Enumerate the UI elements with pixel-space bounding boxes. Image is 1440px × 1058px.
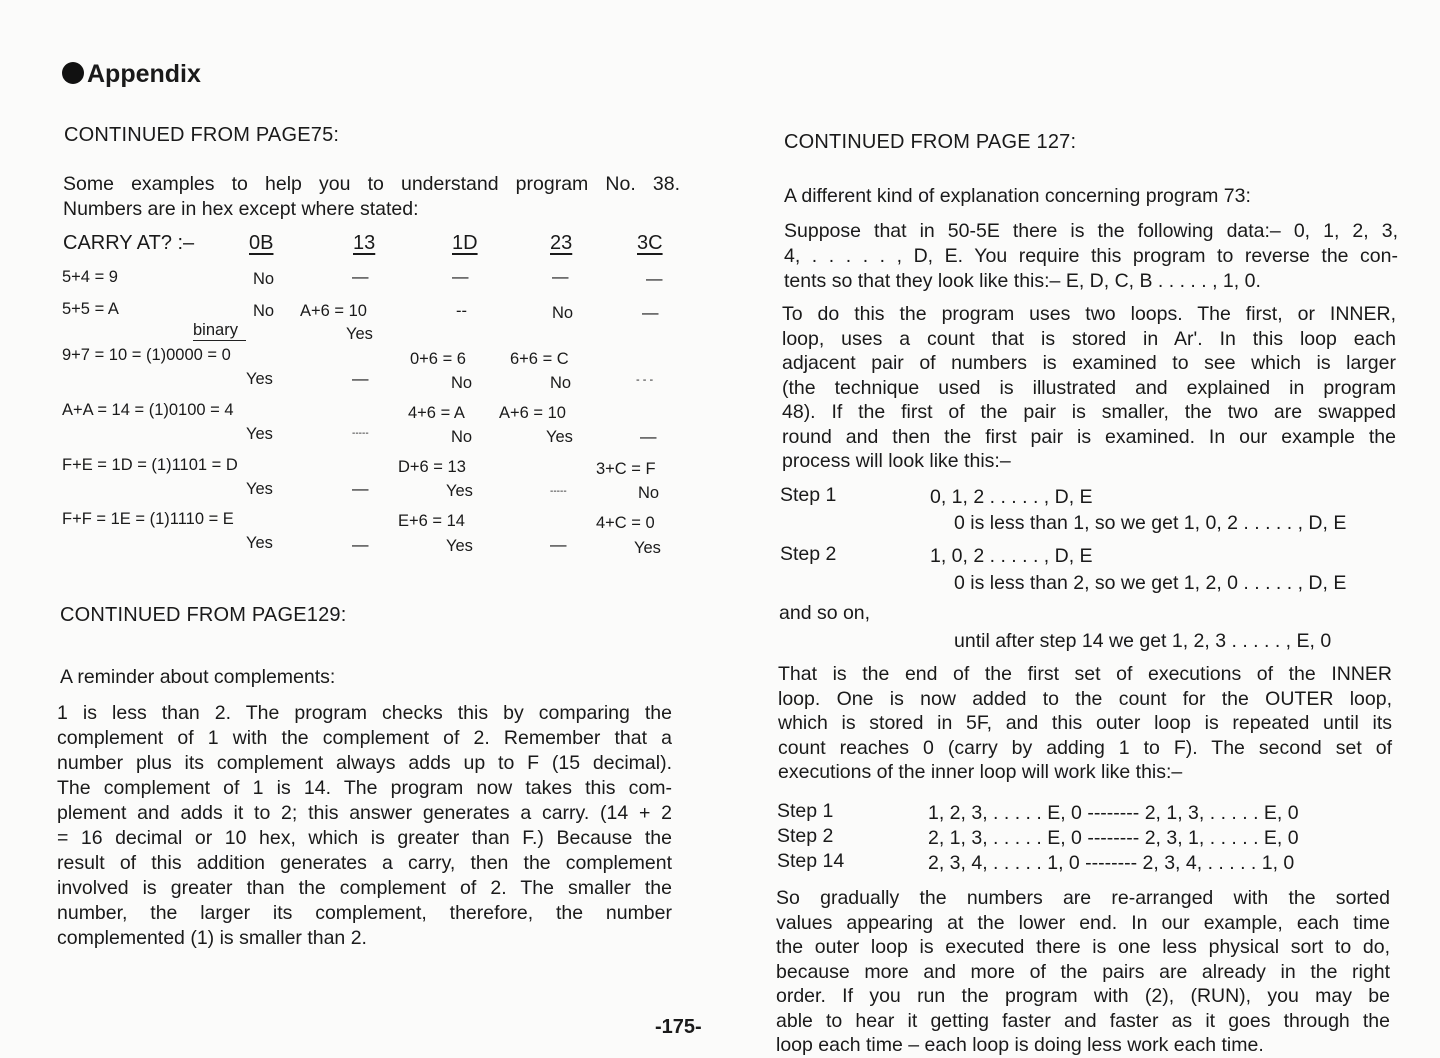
table-cell: No <box>638 484 660 502</box>
table-cell: Yes <box>346 325 373 343</box>
table-cell: Yes <box>246 480 273 498</box>
table-cell: Yes <box>446 537 473 555</box>
intro-paragraph: Some examples to help you to understand program No. 38. Numbers are in hex except where stated: <box>63 173 680 220</box>
column-header-0B: 0B <box>249 232 274 254</box>
binary-label: binary <box>193 321 246 341</box>
table-cell: 6+6 = C <box>510 350 569 368</box>
reminder-line: A reminder about complements: <box>60 666 336 688</box>
table-cell: - - - <box>636 374 654 386</box>
table-row-expr: 9+7 = 10 = (1)0000 = 0 <box>62 346 231 364</box>
column-header-13: 13 <box>353 232 376 254</box>
page-number: -175- <box>655 1016 702 1038</box>
step1-sequence: 0, 1, 2 . . . . . , D, E <box>930 486 1093 508</box>
table-cell: — <box>552 268 569 286</box>
step2-note: 0 is less than 2, so we get 1, 2, 0 . . . . . , D, E <box>954 572 1347 594</box>
table-cell: No <box>451 428 473 446</box>
table-cell: — <box>352 268 369 286</box>
table-cell: — <box>352 480 369 498</box>
table-cell: Yes <box>246 425 273 443</box>
table-row-expr: F+F = 1E = (1)1110 = E <box>62 510 234 528</box>
table-cell: 0+6 = 6 <box>410 350 466 368</box>
table-cell: -- <box>456 302 467 320</box>
second-step2-text: 2, 1, 3, . . . . . E, 0 -------- 2, 3, 1, . . . . . E, 0 <box>928 827 1299 849</box>
table-cell: Yes <box>546 428 573 446</box>
second-step1-label: Step 1 <box>777 800 834 822</box>
table-cell: A+6 = 10 <box>499 404 566 422</box>
until-line: until after step 14 we get 1, 2, 3 . . . . . , E, 0 <box>954 630 1332 652</box>
step1-note: 0 is less than 1, so we get 1, 0, 2 . . . . . , D, E <box>954 512 1347 534</box>
table-row-expr: 5+4 = 9 <box>62 268 118 286</box>
second-step2-label: Step 2 <box>777 825 834 847</box>
table-cell: — <box>642 304 659 322</box>
step2-sequence: 1, 0, 2 . . . . . , D, E <box>930 545 1093 567</box>
bullet-dot-icon <box>62 62 84 84</box>
table-cell: Yes <box>634 539 661 557</box>
table-cell: — <box>640 428 657 446</box>
paragraph-loops: To do this the program uses two loops. The first, or INNER, loop, uses a count that is stored in Ar'. In this loop each adjacent pair of numbers is examined to see which is larger (the technique used is illustrated and explained in program 48). If the first of the pair is smaller, the two are swapped round and then the first pair is examined. In our example the process will look like this:– <box>782 303 1396 472</box>
complement-paragraph: 1 is less than 2. The program checks this by comparing the complement of 1 with the complement of 2. Remember that a number plus its complement always adds up to F (15 decimal). The complement of 1 is 14. The program now takes this com- plement and adds it to 2; this answer generates a carry. (14 + 2 = 16 decimal or 10 hex, which is greater than F.) Because the result of this addition generates a carry, then the complement involved is greater than the complement of 2. The smaller the number, the larger its complement, therefore, the number complemented (1) is smaller than 2. <box>57 702 672 949</box>
table-cell: No <box>253 302 275 320</box>
table-row-expr: A+A = 14 = (1)0100 = 4 <box>62 401 234 419</box>
table-cell: 3+C = F <box>596 460 656 478</box>
table-cell: — <box>550 536 567 554</box>
paragraph-gradually: So gradually the numbers are re-arranged with the sorted values appearing at the lower end. In our example, each time the outer loop is executed there is one less physical sort to do, because more and more of the pairs are already in the right order. If you run the program with (2), (RUN), you may be able to hear it getting faster and faster as it goes through the loop each time – each loop is doing less work each time. <box>776 887 1390 1056</box>
paragraph-suppose: Suppose that in 50-5E there is the following data:– 0, 1, 2, 3, 4, . . . . . , D, E. You require this program to reverse the con- tents so that they look like this:– E, D, C, B . . . . . , 1, 0. <box>784 220 1398 292</box>
step1-label: Step 1 <box>780 484 837 506</box>
and-so-on-line: and so on, <box>779 602 871 624</box>
table-row-expr: 5+5 = A <box>62 300 119 318</box>
table-cell: No <box>552 304 574 322</box>
table-cell: No <box>253 270 275 288</box>
table-cell: — <box>452 268 469 286</box>
column-header-23: 23 <box>550 232 573 254</box>
table-cell: — <box>646 270 663 288</box>
table-cell: ----- <box>550 486 567 497</box>
table-cell: Yes <box>246 534 273 552</box>
table-cell: — <box>352 370 369 388</box>
second-step14-text: 2, 3, 4, . . . . . 1, 0 -------- 2, 3, 4, . . . . . 1, 0 <box>928 852 1295 874</box>
table-cell: No <box>550 374 572 392</box>
section-heading-page129: CONTINUED FROM PAGE129: <box>60 604 347 626</box>
table-row-expr: F+E = 1D = (1)1101 = D <box>62 456 238 474</box>
second-step1-text: 1, 2, 3, . . . . . E, 0 -------- 2, 1, 3, . . . . . E, 0 <box>928 802 1299 824</box>
page-title: Appendix <box>62 60 201 89</box>
table-cell: E+6 = 14 <box>398 512 465 530</box>
table-cell: — <box>352 536 369 554</box>
section-heading-page75: CONTINUED FROM PAGE75: <box>64 124 340 146</box>
column-header-1D: 1D <box>452 232 478 254</box>
table-cell: D+6 = 13 <box>398 458 466 476</box>
table-cell: A+6 = 10 <box>300 302 367 320</box>
table-cell: Yes <box>246 370 273 388</box>
explanation-line: A different kind of explanation concerning program 73: <box>784 185 1251 207</box>
table-cell: 4+6 = A <box>408 404 465 422</box>
carry-at-label: CARRY AT? :– <box>63 232 195 254</box>
table-cell: ----- <box>352 428 369 439</box>
table-cell: 4+C = 0 <box>596 514 655 532</box>
paragraph-inner-loop: That is the end of the first set of executions of the INNER loop. One is now added to the count for the OUTER loop, which is stored in 5F, and this outer loop is repeated until its count reaches 0 (carry by adding 1 to F). The second set of executions of the inner loop will work like this:– <box>778 663 1392 783</box>
second-step14-label: Step 14 <box>777 850 845 872</box>
section-heading-page127: CONTINUED FROM PAGE 127: <box>784 131 1077 153</box>
step2-label: Step 2 <box>780 543 837 565</box>
column-header-3C: 3C <box>637 232 663 254</box>
table-cell: Yes <box>446 482 473 500</box>
table-cell: No <box>451 374 473 392</box>
